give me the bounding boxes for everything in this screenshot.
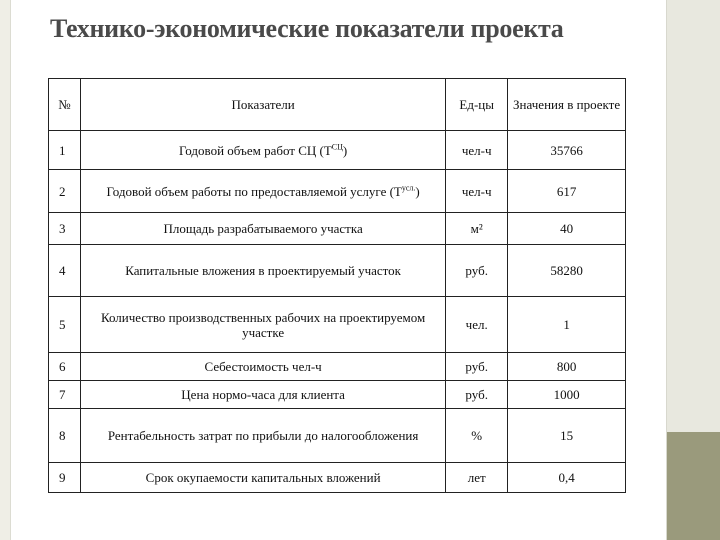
row-value: 1000 xyxy=(508,381,626,409)
table-row xyxy=(49,170,626,213)
row-name: Срок окупаемости капитальных вложений xyxy=(80,463,445,493)
table-row xyxy=(49,245,626,297)
header-value: Значения в проекте xyxy=(508,79,626,131)
header-num: № xyxy=(49,79,81,131)
row-num: 3 xyxy=(49,213,81,245)
row-unit: % xyxy=(446,409,508,463)
row-name: Цена нормо-часа для клиента xyxy=(80,381,445,409)
row-value: 800 xyxy=(508,353,626,381)
row-num: 4 xyxy=(49,245,81,297)
row-num: 7 xyxy=(49,381,81,409)
row-name: Годовой объем работы по предоставляемой услуге $(Т^{усл.})$ xyxy=(80,170,445,213)
table-row xyxy=(49,353,626,381)
row-value: 35766 xyxy=(508,131,626,170)
row-value: 15 xyxy=(508,409,626,463)
header-name: Показатели xyxy=(80,79,445,131)
row-num: 5 xyxy=(49,297,81,353)
table-row xyxy=(49,463,626,493)
row-num: 1 xyxy=(49,131,81,170)
page-title: Технико-экономические показатели проекта xyxy=(50,14,564,43)
row-num: 6 xyxy=(49,353,81,381)
row-name: Себестоимость чел-ч xyxy=(80,353,445,381)
table-row xyxy=(49,381,626,409)
row-name: Рентабельность затрат по прибыли до налогообложения xyxy=(80,409,445,463)
row-unit: лет xyxy=(446,463,508,493)
row-unit: м² xyxy=(446,213,508,245)
header-unit: Ед-цы xyxy=(446,79,508,131)
row-num: 2 xyxy=(49,170,81,213)
indicators-table xyxy=(48,78,626,493)
row-unit: чел. xyxy=(446,297,508,353)
row-value: 1 xyxy=(508,297,626,353)
row-name: Капитальные вложения в проектируемый участок xyxy=(80,245,445,297)
row-value: 617 xyxy=(508,170,626,213)
row-name: Площадь разрабатываемого участка xyxy=(80,213,445,245)
row-value: 40 xyxy=(508,213,626,245)
row-num: 8 xyxy=(49,409,81,463)
row-unit: чел-ч xyxy=(446,131,508,170)
row-unit: чел-ч xyxy=(446,170,508,213)
table-row xyxy=(49,213,626,245)
slide-frame-left xyxy=(0,0,11,540)
row-unit: руб. xyxy=(446,381,508,409)
row-unit: руб. xyxy=(446,245,508,297)
table-row xyxy=(49,131,626,170)
table-row xyxy=(49,409,626,463)
row-name: Количество производственных рабочих на проектируемом участке xyxy=(80,297,445,353)
row-value: 58280 xyxy=(508,245,626,297)
row-name: Годовой объем работ СЦ $(Т^{СЦ})$ xyxy=(80,131,445,170)
row-num: 9 xyxy=(49,463,81,493)
table-row xyxy=(49,297,626,353)
row-unit: руб. xyxy=(446,353,508,381)
slide-frame-accent xyxy=(667,432,720,540)
table-header-row xyxy=(49,79,626,131)
row-value: 0,4 xyxy=(508,463,626,493)
